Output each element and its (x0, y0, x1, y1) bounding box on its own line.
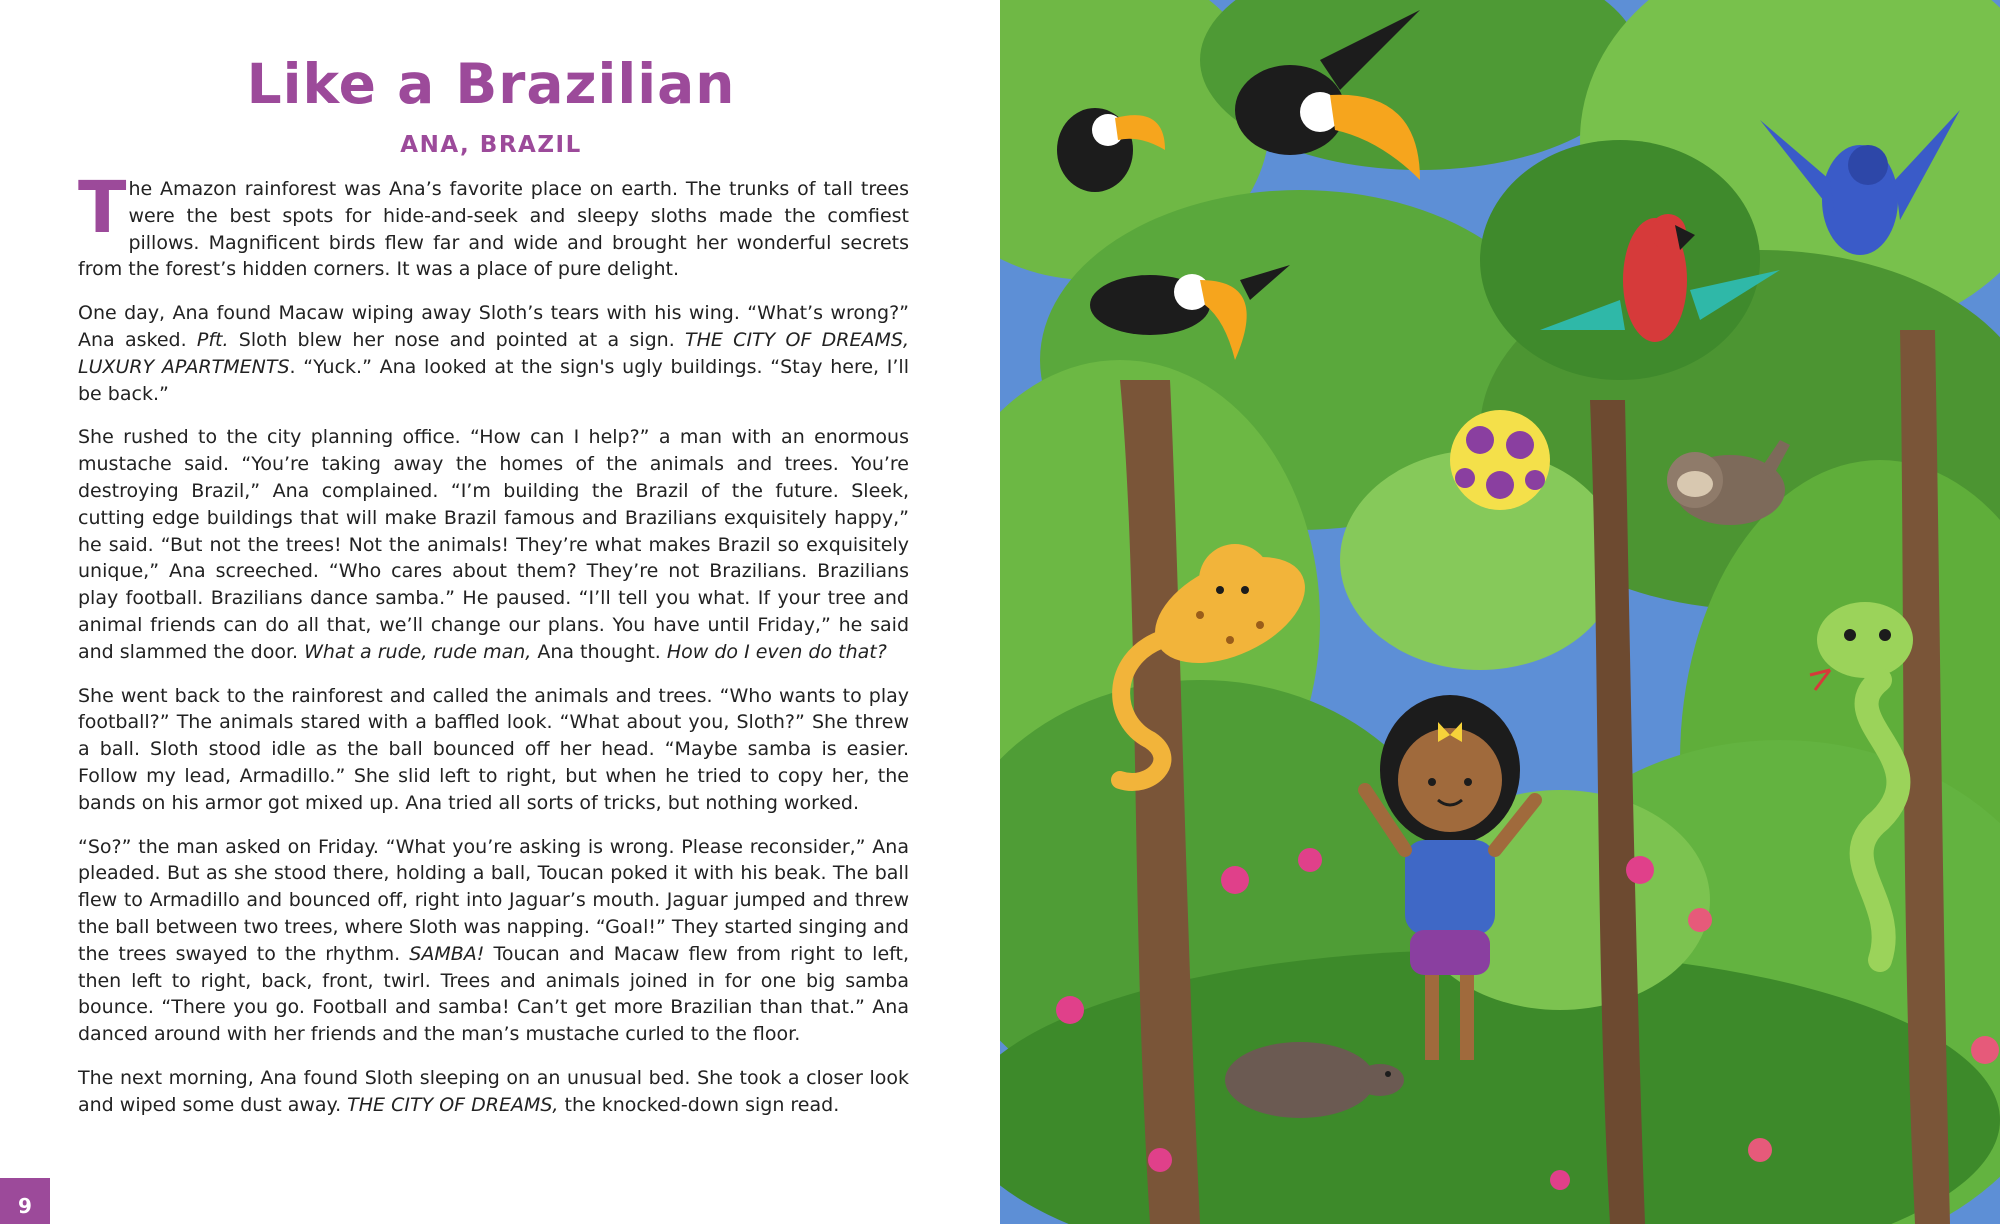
paragraph-5-text: Toucan and Macaw flew from right to left, then left to right, back, front, twirl. Trees and animals joined in for one big samba bounce. “There you go. Football and samba! Can’t get more Brazilian than that.” Ana danced around with her friends and the man’s mustache curled to the floor. (78, 942, 909, 1046)
story-title: Like a Brazilian (246, 52, 736, 116)
paragraph-4 (78, 683, 909, 817)
paragraph-6-text: the knocked-down sign read. (558, 1093, 840, 1116)
story-body (78, 166, 910, 1136)
drop-cap: T (78, 166, 127, 249)
paragraph-3-italic: What a rude, rude man, (304, 640, 532, 663)
paragraph-5 (78, 834, 909, 1048)
paragraph-2 (78, 300, 909, 407)
paragraph-6-italic: THE CITY OF DREAMS, (347, 1093, 559, 1116)
paragraph-1-text: he Amazon rainforest was Ana’s favorite place on earth. The trunks of tall trees were the best spots for hide-and-seek and sleepy sloths made the comfiest pillows. Magnificent birds flew far and wide and brought her wonderful secrets from the forest’s hidden corners. It was a place of pure delight. (78, 178, 909, 281)
paragraph-2-text: One day, Ana found Macaw wiping away Sloth’s tears with his wing. “What’s wrong?” Ana asked. (78, 302, 909, 351)
paragraph-5-text: “So?” the man asked on Friday. “What you’re asking is wrong. Please reconsider,” Ana pleaded. But as she stood there, holding a ball, Toucan poked it with his beak. The ball flew to Armadillo and bounced off, right into Jaguar’s mouth. Jaguar jumped and threw the ball between two trees, where Sloth was napping. “Goal!” They started singing and the trees swayed to the rhythm. (78, 835, 909, 965)
paragraph-2-text: . “Yuck.” Ana looked at the sign's ugly buildings. “Stay here, I’ll be back.” (78, 355, 909, 405)
paragraph-3-text: Ana thought. (531, 640, 667, 663)
story-subtitle: ANA, BRAZIL (400, 132, 582, 158)
paragraph-2-italic: Pft. (196, 328, 229, 351)
paragraph-4-text: She went back to the rainforest and called the animals and trees. “Who wants to play football?” The animals stared with a baffled look. “What about you, Sloth?” She threw a ball. Sloth stood idle as the ball bounced off her head. “Maybe samba is easier. Follow my lead, Armadillo.” She slid left to right, but when he tried to copy her, the bands on his armor got mixed up. Ana tried all sorts of tricks, but nothing worked. (78, 684, 909, 814)
paragraph-3 (78, 424, 909, 665)
paragraph-1 (78, 166, 909, 283)
paragraph-2-italic: THE CITY OF DREAMS, LUXURY APARTMENTS (78, 328, 910, 378)
football-icon (1450, 410, 1550, 510)
rainforest-illustration (1000, 0, 2000, 1224)
paragraph-5-italic: SAMBA! (409, 942, 485, 965)
paragraph-6 (78, 1065, 909, 1119)
paragraph-3-italic: How do I even do that? (666, 640, 887, 663)
paragraph-3-text: She rushed to the city planning office. “How can I help?” a man with an enormous mustache said. “You’re taking away the homes of the animals and trees. You’re destroying Brazil,” Ana complained. “I’m building the Brazil of the future. Sleek, cutting edge buildings that will make Brazil famous and Brazilians exquisitely happy,” he said. “But not the trees! Not the animals! They’re what makes Brazil so exquisitely unique,” Ana screeched. “Who cares about them? They’re not Brazilians. Brazilians play football. Brazilians dance samba.” He paused. “I’ll tell you what. If your tree and animal friends can do all that, we’ll change our plans. You have until Friday,” he said and slammed the door. (78, 426, 909, 663)
page-number-badge (0, 1178, 50, 1224)
paragraph-2-text: Sloth blew her nose and pointed at a sign. (228, 328, 686, 351)
paragraph-6-text: The next morning, Ana found Sloth sleeping on an unusual bed. She took a closer look and wiped some dust away. (78, 1066, 909, 1116)
page-number: 9 (18, 1194, 32, 1218)
illustration-page (1000, 0, 2000, 1224)
